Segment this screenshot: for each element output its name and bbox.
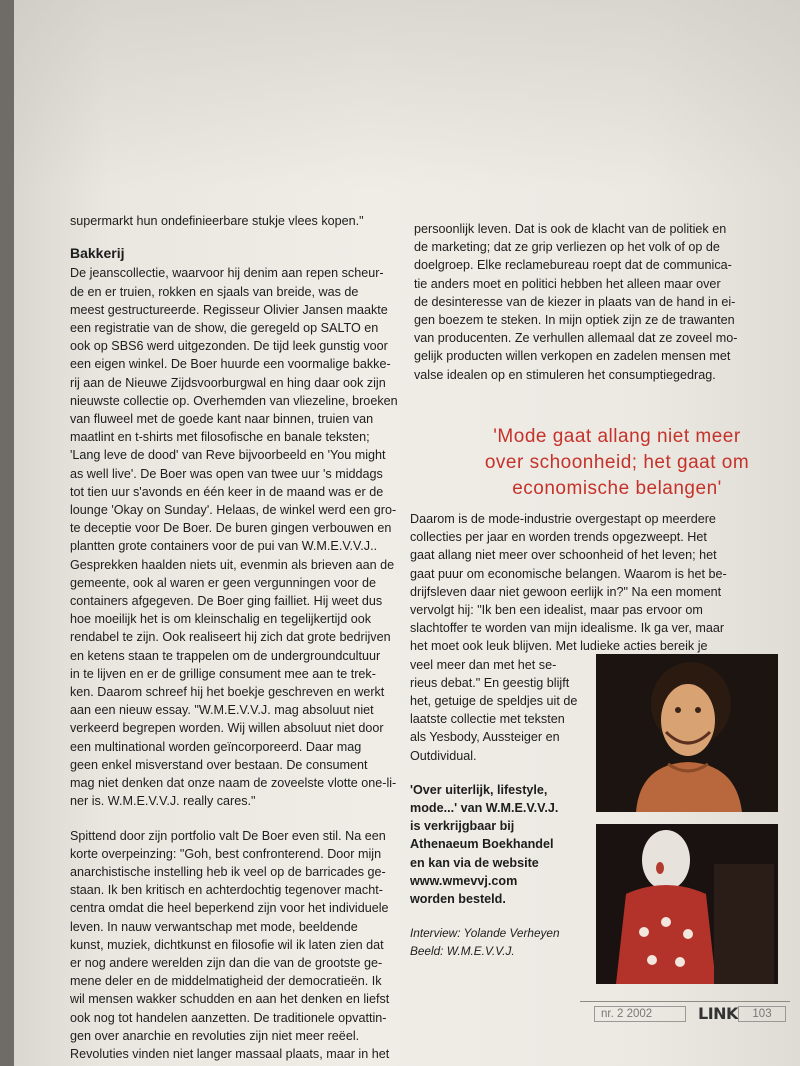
body-paragraph: Daarom is de mode-industrie overgestapt op meerdere collecties per jaar en worden trends opgezweept. Het gaat allang niet meer over schoonheid of het leven; het gaat puur om economische belangen. Waarom is het be- drijfsleven daar niet gewoon eerlijk in?" Na een moment vervolgt hij: "Ik ben een idealist, maar pas ervoor om slachtoffer te worden van mijn idealisme. Ik ga ver, maar het moet ook leuk blijven. Met ludieke acties bereik je veel meer dan met het se-	[410, 512, 727, 672]
right-column-top	[414, 220, 744, 384]
body-paragraph: persoonlijk leven. Dat is ook de klacht van de politiek en de marketing; dat ze grip verliezen op het volk of op de doelgroep. Elke reclamebureau roept dat de communica- tie anders moet en politici hebben het alleen maar over de desinteresse van de kiezer in plaats van de hand in ei- gen boezem te steken. In mijn optiek zijn ze de trawanten van producenten. Ze verhullen allemaal dat ze zoveel mo- gelijk producten willen verkopen en zadelen mensen met valse idealen op en stimuleren het consumptiegedrag.	[414, 222, 738, 382]
body-paragraph: De jeanscollectie, waarvoor hij denim aan repen scheur- de en er truien, rokken en sjaals van breide, was de meest gestructureerde. Regisseur Olivier Jansen maakte een registratie van de show, die geregeld op SALTO en ook op SBS6 werd uitgezonden. De tijd leek gunstig voor een eigen winkel. De Boer huurde een voormalige bakke- rij aan de Nieuwe Zijdsvoorburgwal en hing daar ook zijn nieuwste collectie op. Overhemden van vliezeline, broeken van fluweel met de goede kant naar binnen, truien van maatlint en t-shirts met filosofische en banale teksten; 'Lang leve de dood' van Reve bijvoorbeeld en 'You might as well live'. De Boer was open van twee uur 's middags tot tien uur s'avonds en één keer in de maand was er de lounge 'Okay on Sunday'. Helaas, de winkel werd een gro- te deceptie voor De Boer. De buren gingen verbouwen en plantten grote containers voor de pui van W.M.E.V.V.J.. Gesprekken haalden niets uit, evenmin als brieven aan de gemeente, ook al waren er geen vergunningen voor de containers afgegeven. De Boer ging failliet. Hij weet dus hoe moeilijk het is om kleinschalig en tegelijkertijd ook rendabel te zijn. Ook realiseert hij zich dat grote bedrijven en ketens staan te trappelen om de undergroundcultuur in te lijven en er de grillige consument mee aan te trek- ken. Daarom schreef hij het boekje geschreven en werkt aan een nieuw essay. "W.M.E.V.V.J. mag absoluut niet verkeerd begrepen worden. Wij willen absoluut niet door een multinational worden geïncorporeerd. Daar mag geen enkel misverstand over bestaan. De consument mag niet denken dat onze naam de zoveelste vlotte one-li- ner is. W.M.E.V.V.J. really cares."	[70, 266, 398, 809]
body-paragraph: rieus debat." En geestig blijft het, getuige de speldjes uit de laatste collectie met teksten als Yesbody, Aussteiger en Outdividual.	[410, 675, 578, 763]
issue-number: nr. 2 2002	[594, 1006, 686, 1022]
magazine-logo: LINK	[698, 1004, 738, 1023]
book-info: 'Over uiterlijk, lifestyle, mode...' van W.M.E.V.V.J. is verkrijgbaar bij Athenaeum Boekhandel en kan via de website www.wmevvj.com worden besteld.	[410, 782, 559, 907]
page-shadow	[14, 0, 800, 190]
intro-text: supermarkt hun ondefinieerbare stukje vlees kopen."	[70, 214, 364, 228]
page-number: 103	[738, 1006, 786, 1022]
section-heading: Bakkerij	[70, 245, 125, 262]
pull-quote: 'Mode gaat allang niet meer over schoonheid; het gaat om economische belangen'	[484, 426, 750, 499]
magazine-page	[14, 0, 800, 1066]
page-footer	[580, 1001, 790, 1024]
photo-mask-figure	[596, 824, 778, 984]
body-paragraph: Spittend door zijn portfolio valt De Boer even stil. Na een korte overpeinzing: "Goh, best confronterend. Door mijn anarchistische instelling heb ik veel op de barricades ge- staan. Ik ben kritisch en achterdochtig tegenover macht- centra omdat die heel beperkend zijn voor het individuele leven. In nauw verwantschap met mode, beeldende kunst, muziek, dichtkunst en filosofie wil ik laten zien dat er nog andere werelden zijn dan die van de grootste ge- mene deler en de middelmatigheid der democratieën. Ik wil mensen wakker schudden en aan het denken en liefst ook nog tot handelen aanzetten. De traditionele opvattin- gen over anarchie en revoluties zijn niet meer reëel. Revoluties vinden niet langer massaal plaats, maar in het	[70, 828, 390, 1061]
photo-person-with-mask	[596, 654, 778, 812]
left-column	[70, 212, 430, 1063]
credits: Interview: Yolande Verheyen Beeld: W.M.E.V.V.J.	[410, 926, 560, 959]
